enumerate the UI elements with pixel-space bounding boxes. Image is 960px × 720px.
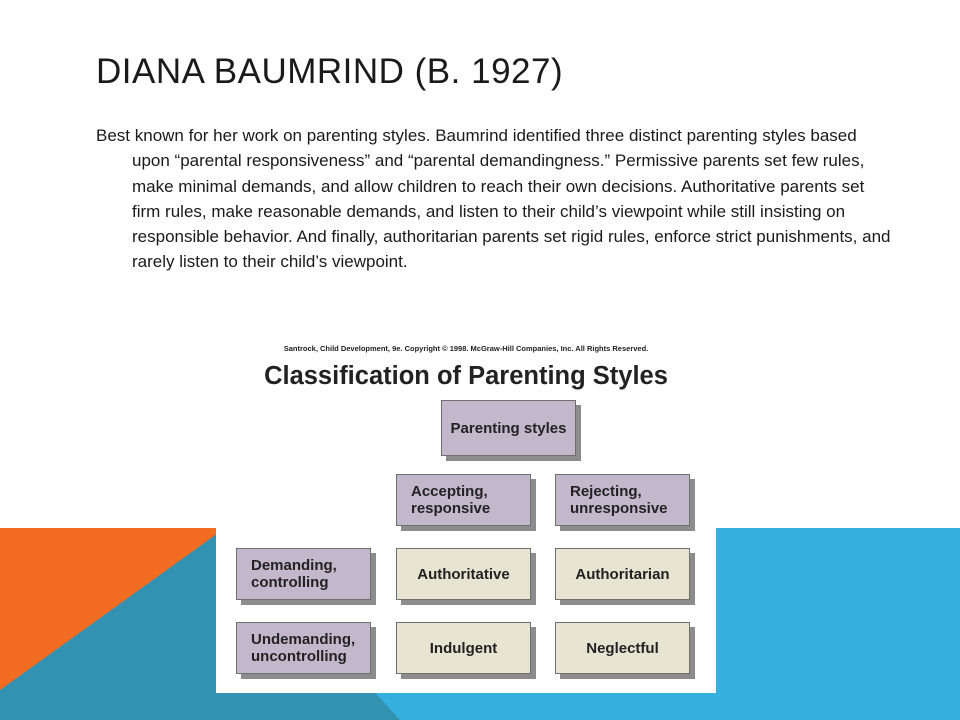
- row-box-demanding: Demanding, controlling: [236, 548, 371, 600]
- column-box-rejecting: Rejecting, unresponsive: [555, 474, 690, 526]
- slide-body-text: Best known for her work on parenting styles. Baumrind identified three distinct parenting styles based upon “parental responsiveness” and “parental demandingness.” Permissive parents set few rules, make minimal demands, and allow children to reach their own decisions. Authoritative parents set firm rules, make reasonable demands, and listen to their child’s viewpoint while still insisting on responsible behavior. And finally, authoritarian parents set rigid rules, enforce strict punishments, and rarely listen to their child’s viewpoint.: [96, 126, 891, 272]
- cell-box-authoritative: Authoritative: [396, 548, 531, 600]
- figure-title: Classification of Parenting Styles: [264, 362, 668, 390]
- cell-box-authoritarian: Authoritarian: [555, 548, 690, 600]
- column-box-accepting: Accepting, responsive: [396, 474, 531, 526]
- row-box-undemanding: Undemanding, uncontrolling: [236, 622, 371, 674]
- parenting-styles-figure: [216, 330, 716, 693]
- figure-copyright: Santrock, Child Development, 9e. Copyright © 1998. McGraw-Hill Companies, Inc. All Rights Reserved.: [283, 344, 649, 353]
- cell-box-indulgent: Indulgent: [396, 622, 531, 674]
- slide-title: DIANA BAUMRIND (B. 1927): [96, 52, 564, 91]
- cell-box-neglectful: Neglectful: [555, 622, 690, 674]
- root-box-parenting-styles: Parenting styles: [441, 400, 576, 456]
